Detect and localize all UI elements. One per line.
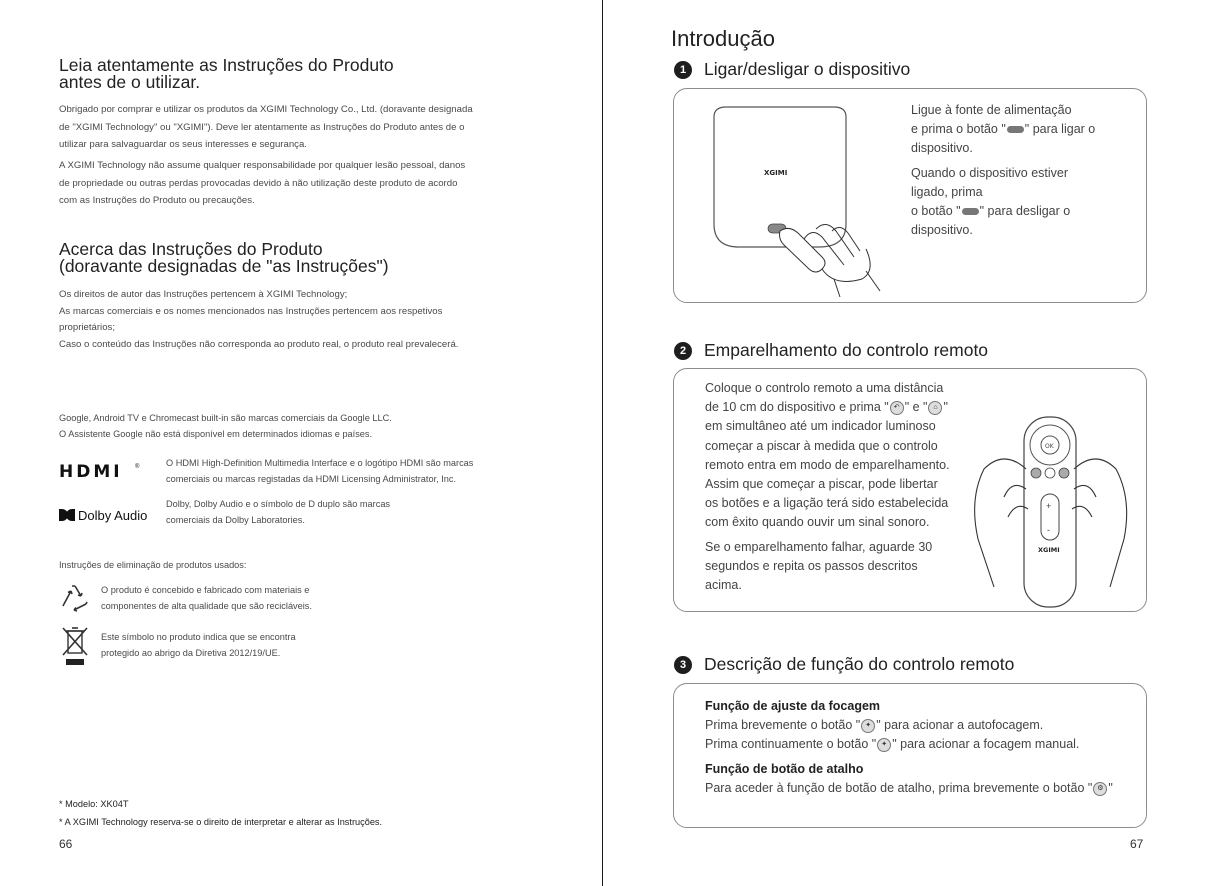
text-line: segundos e repita os passos descritos xyxy=(705,558,918,573)
text-line: Obrigado por comprar e utilizar os produtos da XGIMI Technology Co., Ltd. (doravante designada xyxy=(59,104,473,115)
back-button-icon: ↶ xyxy=(890,401,904,415)
heading-line: antes de o utilizar. xyxy=(59,72,201,92)
weee-bin-icon xyxy=(60,625,90,672)
text-line: utilizar para salvaguardar os seus interesses e segurança. xyxy=(59,139,307,151)
text-line: Quando o dispositivo estiver xyxy=(911,165,1069,180)
focus-button-icon: ✦ xyxy=(861,719,875,733)
text-part: Para aceder à função de botão de atalho, prima brevemente o botão " xyxy=(705,780,1093,795)
rights-footnote: * A XGIMI Technology reserva-se o direito de interpretar e alterar as Instruções. xyxy=(59,817,383,827)
text-line: de propriedade ou outras perdas provocadas devido à não utilização deste produto de acordo xyxy=(59,177,458,189)
text-line: A XGIMI Technology não assume qualquer responsabilidade por qualquer lesão pessoal, danos xyxy=(59,160,466,171)
volume-down-symbol: - xyxy=(1047,525,1050,535)
text-line: ligado, prima xyxy=(911,184,983,199)
text-part: Função de ajuste da focagem xyxy=(705,699,881,713)
text-line: com êxito quando ouvir um sinal sonoro. xyxy=(705,515,930,530)
text-part: " xyxy=(1108,780,1113,795)
google-trademarks xyxy=(59,411,579,442)
home-button-icon: ⌂ xyxy=(928,401,942,415)
heading-line: Leia atentamente as Instruções do Produto xyxy=(59,55,394,75)
hdmi-logo-text: HDMI xyxy=(59,462,123,481)
text-line xyxy=(705,779,1145,798)
heading-line: (doravante designadas de "as Instruções") xyxy=(59,256,389,276)
liability-paragraph xyxy=(59,157,579,210)
text-line: protegido ao abrigo da Diretiva 2012/19/UE. xyxy=(101,647,281,658)
text-part: Prima continuamente o botão " xyxy=(705,737,877,752)
page-number-left: 66 xyxy=(59,837,73,851)
text-line: O Assistente Google não está disponível em determinados idiomas e países. xyxy=(59,428,373,439)
text-part: Função de botão de atalho xyxy=(705,761,864,776)
hdmi-logo-icon xyxy=(59,461,141,481)
recycle-icon xyxy=(59,583,91,618)
section-number-2: 2 xyxy=(674,342,692,360)
page-title: Introdução xyxy=(671,26,775,51)
right-page xyxy=(603,0,1205,886)
heading-about-instructions xyxy=(59,241,389,275)
remote-brand-label: XGIMI xyxy=(1038,546,1060,554)
text-line: As marcas comerciais e os nomes mencionados nas Instruções pertencem aos respetivos xyxy=(59,305,443,317)
dolby-trademark-text xyxy=(166,497,566,528)
text-part: Prima brevemente o botão " xyxy=(705,718,861,733)
power-card xyxy=(673,88,1147,303)
text-line: componentes de alta qualidade que são recicláveis. xyxy=(101,600,312,611)
text-part: " para acionar a autofocagem. xyxy=(876,718,1044,733)
recycle-text xyxy=(101,583,312,614)
power-button-icon xyxy=(1007,126,1024,133)
device-power-illustration xyxy=(694,99,924,299)
dolby-double-d-icon xyxy=(59,509,75,521)
text-line xyxy=(705,398,975,417)
remote-functions-card xyxy=(673,683,1147,828)
text-line: comerciais ou marcas registadas da HDMI Licensing Administrator, Inc. xyxy=(166,473,457,484)
text-line: comerciais da Dolby Laboratories. xyxy=(166,514,305,525)
remote-ok-label: OK xyxy=(1045,443,1054,450)
text-part: e prima o botão " xyxy=(911,122,1006,137)
hdmi-trademark-text xyxy=(166,456,566,487)
weee-text xyxy=(101,630,296,661)
text-line: dispositivo. xyxy=(911,223,973,238)
text-part: " para desligar o xyxy=(979,204,1071,219)
text-line xyxy=(705,716,1145,735)
intro-paragraph xyxy=(59,101,579,154)
section-title-pairing: Emparelhamento do controlo remoto xyxy=(704,340,989,360)
text-line: Assim que começar a piscar, pode libertar xyxy=(705,477,938,492)
hdmi-logo xyxy=(59,461,141,486)
section-number-1: 1 xyxy=(674,61,692,79)
text-line xyxy=(911,202,1141,221)
model-footnote: * Modelo: XK04T xyxy=(59,799,129,809)
power-button-icon xyxy=(962,208,979,215)
text-line: Se o emparelhamento falhar, aguarde 30 xyxy=(705,539,933,554)
text-part: de 10 cm do dispositivo e prima " xyxy=(705,400,889,415)
text-line: em simultâneo até um indicador luminoso xyxy=(705,419,936,434)
text-line: remoto entra em modo de emparelhamento. xyxy=(705,457,950,472)
remote-pairing-illustration xyxy=(964,409,1139,609)
text-part: " para ligar o xyxy=(1024,122,1096,137)
text-line: dispositivo. xyxy=(911,141,973,156)
text-part: o botão " xyxy=(911,204,961,219)
text-line: proprietários; xyxy=(59,322,115,334)
text-line: Os direitos de autor das Instruções pertencem à XGIMI Technology; xyxy=(59,289,348,300)
text-line: começar a piscar à medida que o controlo xyxy=(705,438,938,453)
pairing-card xyxy=(673,368,1147,612)
text-line: de "XGIMI Technology" ou "XGIMI"). Deve ler atentamente as Instruções do Produto antes de o xyxy=(59,121,465,133)
text-line: Dolby, Dolby Audio e o símbolo de D duplo são marcas xyxy=(166,499,391,509)
text-line: Google, Android TV e Chromecast built-in são marcas comerciais da Google LLC. xyxy=(59,413,392,423)
left-page xyxy=(0,0,602,886)
text-line: Ligue à fonte de alimentação xyxy=(911,103,1072,117)
dolby-logo xyxy=(59,505,147,525)
text-line: com as Instruções do Produto ou precauções. xyxy=(59,195,255,207)
heading-read-instructions xyxy=(59,57,394,91)
text-part: " e " xyxy=(904,400,928,415)
pairing-instructions xyxy=(705,379,975,595)
section-title-power: Ligar/desligar o dispositivo xyxy=(704,59,911,79)
text-line xyxy=(705,735,1145,754)
focus-button-icon: ✦ xyxy=(877,738,891,752)
registered-mark: ® xyxy=(135,464,140,470)
heading-line: Acerca das Instruções do Produto xyxy=(59,239,323,259)
text-part: " xyxy=(943,400,948,415)
text-line xyxy=(911,120,1141,139)
power-instructions xyxy=(911,101,1141,240)
dolby-logo-text: Dolby Audio xyxy=(78,507,148,523)
shortcut-button-icon: ⚙ xyxy=(1093,782,1107,796)
text-line: Coloque o controlo remoto a uma distância xyxy=(705,381,944,395)
focus-function-title xyxy=(705,697,1145,716)
volume-up-symbol: + xyxy=(1046,501,1052,511)
text-line: Caso o conteúdo das Instruções não corresponda ao produto real, o produto real prevalecerá. xyxy=(59,338,459,350)
text-line: O produto é concebido e fabricado com materiais e xyxy=(101,585,310,595)
text-line: os botões e a ligação terá sido estabelecida xyxy=(705,496,949,511)
page-number-right: 67 xyxy=(1130,837,1144,851)
text-part: " para acionar a focagem manual. xyxy=(892,737,1080,752)
text-line: acima. xyxy=(705,578,742,593)
copyright-paragraph xyxy=(59,287,579,353)
section-number-3: 3 xyxy=(674,656,692,674)
text-line: O HDMI High-Definition Multimedia Interface e o logótipo HDMI são marcas xyxy=(166,458,474,468)
disposal-title: Instruções de eliminação de produtos usados: xyxy=(59,560,247,570)
text-line: Este símbolo no produto indica que se encontra xyxy=(101,632,296,642)
shortcut-function-title xyxy=(705,760,1145,779)
remote-functions-text xyxy=(705,697,1145,798)
section-title-remote-functions: Descrição de função do controlo remoto xyxy=(704,654,1015,674)
device-brand-label: XGIMI xyxy=(764,169,788,177)
